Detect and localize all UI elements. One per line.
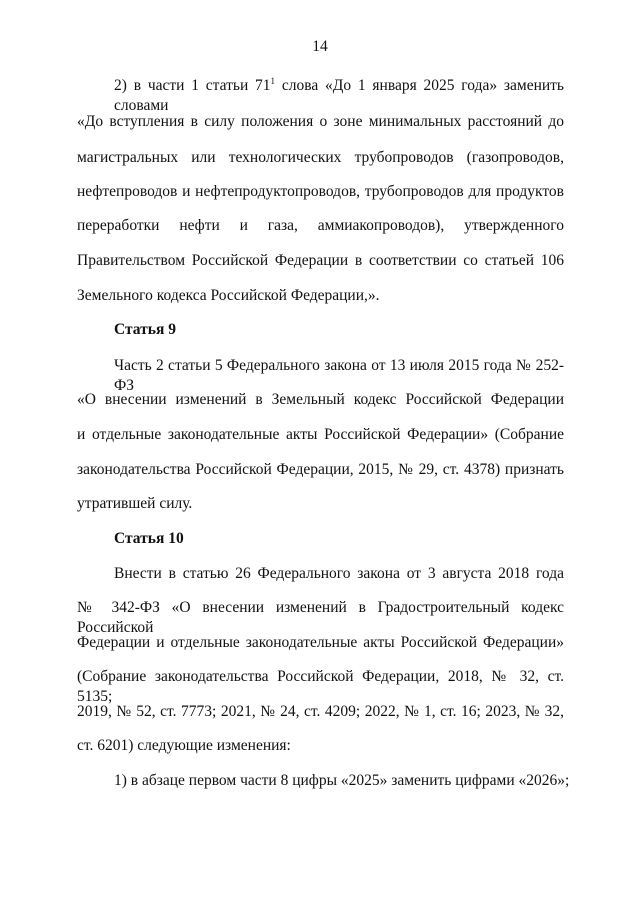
- paragraph-1-line-1-pre: 2) в части 1 статьи 71: [114, 77, 271, 94]
- paragraph-1-line-7: Земельного кодекса Российской Федерации,».: [77, 287, 380, 304]
- superscript: 1: [270, 76, 276, 86]
- article-9-line-3: и отдельные законодательные акты Российской Федерации» (Собрание: [77, 426, 564, 443]
- paragraph-1-line-6: Правительством Российской Федерации в соответствии со статьей 106: [77, 252, 564, 269]
- article-9-line-2: «О внесении изменений в Земельный кодекс Российской Федерации: [77, 391, 564, 408]
- article-10-line-5: 2019, № 52, ст. 7773; 2021, № 24, ст. 4209; 2022, № 1, ст. 16; 2023, № 32,: [77, 703, 564, 720]
- page-number: 14: [312, 38, 328, 55]
- article-10-heading: Статья 10: [114, 530, 184, 547]
- article-10-line-1: Внести в статью 26 Федерального закона от 3 августа 2018 года: [114, 565, 564, 582]
- article-9-line-5: утратившей силу.: [77, 495, 193, 512]
- paragraph-1-line-2: «До вступления в силу положения о зоне минимальных расстояний до: [77, 113, 564, 130]
- article-10-line-3: Федерации и отдельные законодательные акты Российской Федерации»: [77, 634, 564, 651]
- article-9-line-4: законодательства Российской Федерации, 2015, № 29, ст. 4378) признать: [77, 461, 564, 478]
- article-10-line-4: (Собрание законодательства Российской Федерации, 2018, № 32, ст. 5135;: [77, 668, 564, 705]
- paragraph-1-line-3: магистральных или технологических трубопроводов (газопроводов,: [77, 149, 564, 166]
- paragraph-1-line-4: нефтепроводов и нефтепродуктопроводов, трубопроводов для продуктов: [77, 183, 564, 200]
- paragraph-1-line-1: [114, 76, 564, 114]
- article-10-line-2: № 342-ФЗ «О внесении изменений в Градостроительный кодекс Российской: [77, 599, 564, 636]
- article-10-line-6: ст. 6201) следующие изменения:: [77, 737, 291, 754]
- paragraph-1-line-5: переработки нефти и газа, аммиакопроводов), утвержденного: [77, 217, 564, 234]
- article-10-line-7: 1) в абзаце первом части 8 цифры «2025» заменить цифрами «2026»;: [114, 772, 570, 789]
- paragraph-1-line-1-post: слова «До 1 января 2025 года» заменить словами: [114, 77, 564, 114]
- article-9-line-1: Часть 2 статьи 5 Федерального закона от 13 июля 2015 года № 252-ФЗ: [114, 357, 564, 394]
- article-9-heading: Статья 9: [114, 321, 176, 338]
